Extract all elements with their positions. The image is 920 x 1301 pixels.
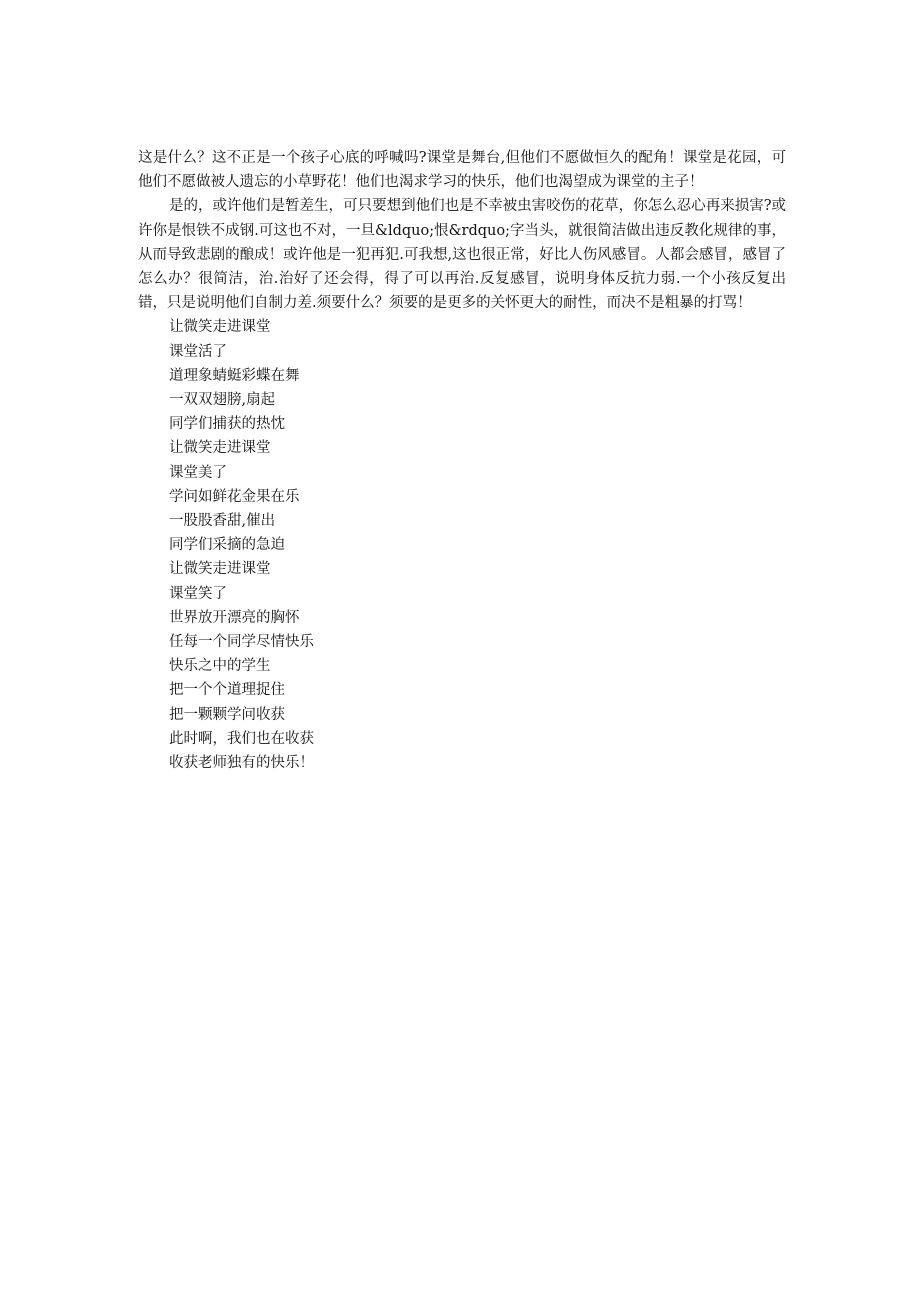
poem-line: 课堂美了 xyxy=(169,464,227,481)
poem-line: 学问如鲜花金果在乐 xyxy=(169,488,300,505)
poem-line: 收获老师独有的快乐！ xyxy=(169,755,314,772)
poem-line: 课堂笑了 xyxy=(169,585,227,602)
poem-line: 道理象蜻蜓彩蝶在舞 xyxy=(169,367,300,384)
poem-line: 一股股香甜,催出 xyxy=(169,513,276,530)
poem-line: 让微笑走进课堂 xyxy=(169,440,271,457)
poem-line: 此时啊，我们也在收获 xyxy=(169,730,314,747)
poem-line: 同学们采摘的急迫 xyxy=(169,537,285,554)
paragraph-2: 是的，或许他们是暂差生，可只要想到他们也是不幸被虫害咬伤的花草，你怎么忍心再来损害?或许你是恨铁不成钢.可这也不对，一旦&ldquo;恨&rdquo;字当头，就很简洁做出违反教化规律的事，从而导致悲剧的酿成！或许他是一犯再犯.可我想,这也很正常，好比人伤风感冒。人都会感冒，感冒了怎么办？很简洁，治.治好了还会得，得了可以再治.反复感冒，说明身体反抗力弱.一个小孩反复出错，只是说明他们自制力差.须要什么？须要的是更多的关怀更大的耐性，而决不是粗暴的打骂！ xyxy=(138,198,786,312)
paragraph-1: 这是什么？这不正是一个孩子心底的呼喊吗?课堂是舞台,但他们不愿做恒久的配角！课堂是花园，可他们不愿做被人遗忘的小草野花！他们也渴求学习的快乐，他们也渴望成为课堂的主子！ xyxy=(138,150,786,191)
poem-line: 把一个个道理捉住 xyxy=(169,682,285,699)
poem xyxy=(138,315,786,775)
poem-line: 快乐之中的学生 xyxy=(169,658,271,675)
document-page xyxy=(138,146,786,775)
poem-line: 把一颗颗学问收获 xyxy=(169,706,285,723)
poem-line: 任每一个同学尽情快乐 xyxy=(169,634,314,651)
poem-line: 同学们捕获的热忱 xyxy=(169,416,285,433)
poem-line: 让微笑走进课堂 xyxy=(169,319,271,336)
poem-line: 让微笑走进课堂 xyxy=(169,561,271,578)
poem-line: 一双双翅膀,扇起 xyxy=(169,392,276,409)
poem-line: 课堂活了 xyxy=(169,343,227,360)
poem-line: 世界放开漂亮的胸怀 xyxy=(169,609,300,626)
